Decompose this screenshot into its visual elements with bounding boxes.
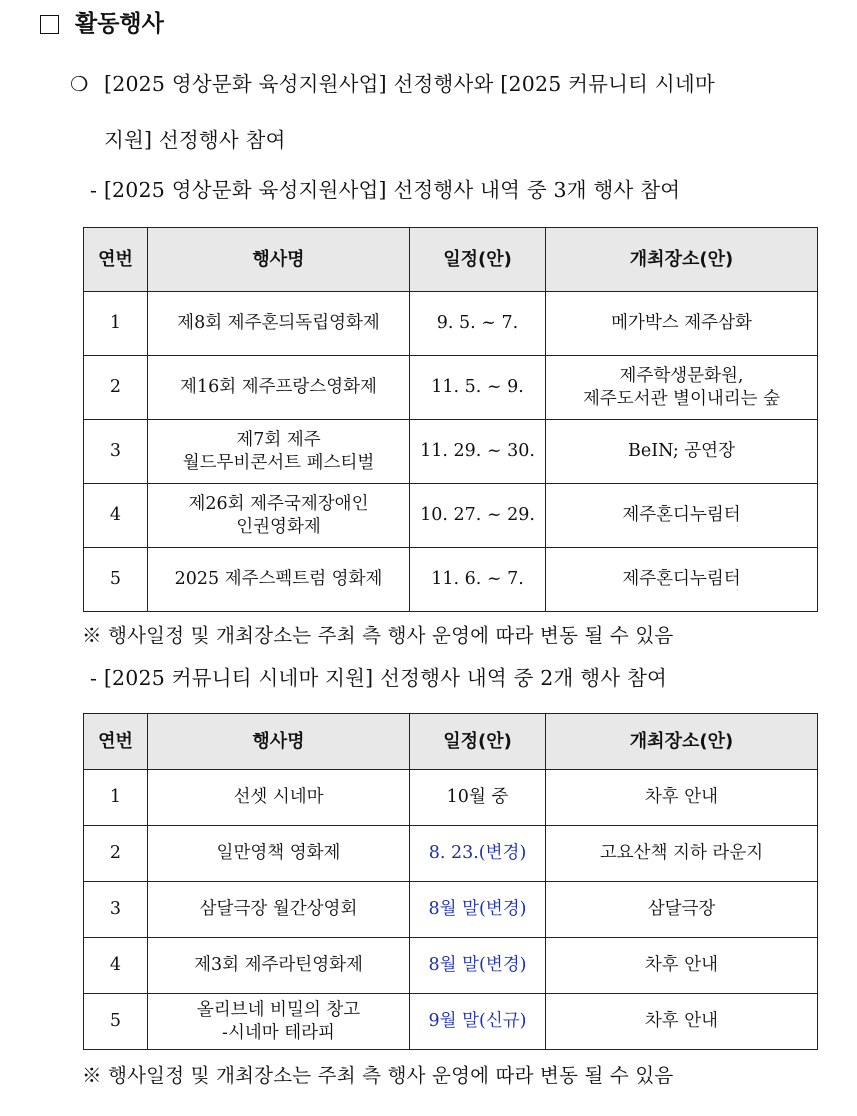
row-venue: 제주혼디누림터 [546, 548, 818, 612]
row-no: 2 [84, 826, 148, 882]
table-row [84, 548, 818, 612]
intro-text-2: 지원] 선정행사 참여 [104, 128, 286, 152]
section-heading-text: 활동행사 [75, 11, 164, 37]
row-venue: 메가박스 제주삼화 [546, 292, 818, 356]
table-row [84, 994, 818, 1050]
row-date: 10. 27. ~ 29. [410, 484, 546, 548]
row-venue: 제주혼디누림터 [546, 484, 818, 548]
row-date: 11. 5. ~ 9. [410, 356, 546, 420]
section1-title: - [2025 영상문화 육성지원사업] 선정행사 내역 중 3개 행사 참여 [90, 178, 681, 202]
row-event-name: 일만영책 영화제 [148, 826, 410, 882]
row-date: 10월 중 [410, 770, 546, 826]
row-event-name: 삼달극장 월간상영회 [148, 882, 410, 938]
row-event-name: 제8회 제주혼듸독립영화제 [148, 292, 410, 356]
header-no: 연번 [84, 228, 148, 292]
checkbox-icon [40, 15, 59, 34]
row-date: 8. 23.(변경) [410, 826, 546, 882]
table-header-row [84, 714, 818, 770]
row-no: 4 [84, 484, 148, 548]
table-row [84, 420, 818, 484]
row-date: 9월 말(신규) [410, 994, 546, 1050]
row-event-name: 제3회 제주라틴영화제 [148, 938, 410, 994]
events-table-2 [83, 713, 818, 1050]
intro-text-1: [2025 영상문화 육성지원사업] 선정행사와 [2025 커뮤니티 시네마 [104, 72, 715, 96]
row-event-name: 선셋 시네마 [148, 770, 410, 826]
row-venue: 고요산책 지하 라운지 [546, 826, 818, 882]
row-date: 8월 말(변경) [410, 938, 546, 994]
row-no: 1 [84, 770, 148, 826]
row-date: 9. 5. ~ 7. [410, 292, 546, 356]
row-event-name: 제26회 제주국제장애인 인권영화제 [148, 484, 410, 548]
header-name: 행사명 [148, 228, 410, 292]
row-date: 8월 말(변경) [410, 882, 546, 938]
row-no: 3 [84, 420, 148, 484]
section2-title: - [2025 커뮤니티 시네마 지원] 선정행사 내역 중 2개 행사 참여 [90, 666, 667, 690]
header-venue: 개최장소(안) [546, 228, 818, 292]
row-event-name: 올리브네 비밀의 창고 -시네마 테라피 [148, 994, 410, 1050]
intro-line-1 [70, 70, 715, 98]
row-venue: 차후 안내 [546, 994, 818, 1050]
row-no: 3 [84, 882, 148, 938]
header-date: 일정(안) [410, 228, 546, 292]
table-header-row [84, 228, 818, 292]
header-date: 일정(안) [410, 714, 546, 770]
table-row [84, 484, 818, 548]
row-no: 2 [84, 356, 148, 420]
table-row [84, 770, 818, 826]
row-event-name: 제16회 제주프랑스영화제 [148, 356, 410, 420]
row-date: 11. 6. ~ 7. [410, 548, 546, 612]
table-row [84, 938, 818, 994]
row-date: 11. 29. ~ 30. [410, 420, 546, 484]
header-no: 연번 [84, 714, 148, 770]
row-no: 1 [84, 292, 148, 356]
row-no: 5 [84, 994, 148, 1050]
header-venue: 개최장소(안) [546, 714, 818, 770]
header-name: 행사명 [148, 714, 410, 770]
row-no: 5 [84, 548, 148, 612]
row-venue: 차후 안내 [546, 770, 818, 826]
row-venue: 삼달극장 [546, 882, 818, 938]
row-no: 4 [84, 938, 148, 994]
row-venue: BeIN; 공연장 [546, 420, 818, 484]
table-row [84, 882, 818, 938]
row-event-name: 2025 제주스펙트럼 영화제 [148, 548, 410, 612]
row-event-name: 제7회 제주 월드무비콘서트 페스티벌 [148, 420, 410, 484]
events-table-1 [83, 227, 818, 612]
table-row [84, 826, 818, 882]
section2-note: ※ 행사일정 및 개최장소는 주최 측 행사 운영에 따라 변동 될 수 있음 [82, 1064, 674, 1087]
row-venue: 차후 안내 [546, 938, 818, 994]
section1-note: ※ 행사일정 및 개최장소는 주최 측 행사 운영에 따라 변동 될 수 있음 [82, 624, 674, 647]
bullet-circle-icon: ❍ [70, 72, 89, 96]
row-venue: 제주학생문화원, 제주도서관 별이내리는 숲 [546, 356, 818, 420]
table-row [84, 356, 818, 420]
table-row [84, 292, 818, 356]
section-heading [40, 10, 164, 38]
